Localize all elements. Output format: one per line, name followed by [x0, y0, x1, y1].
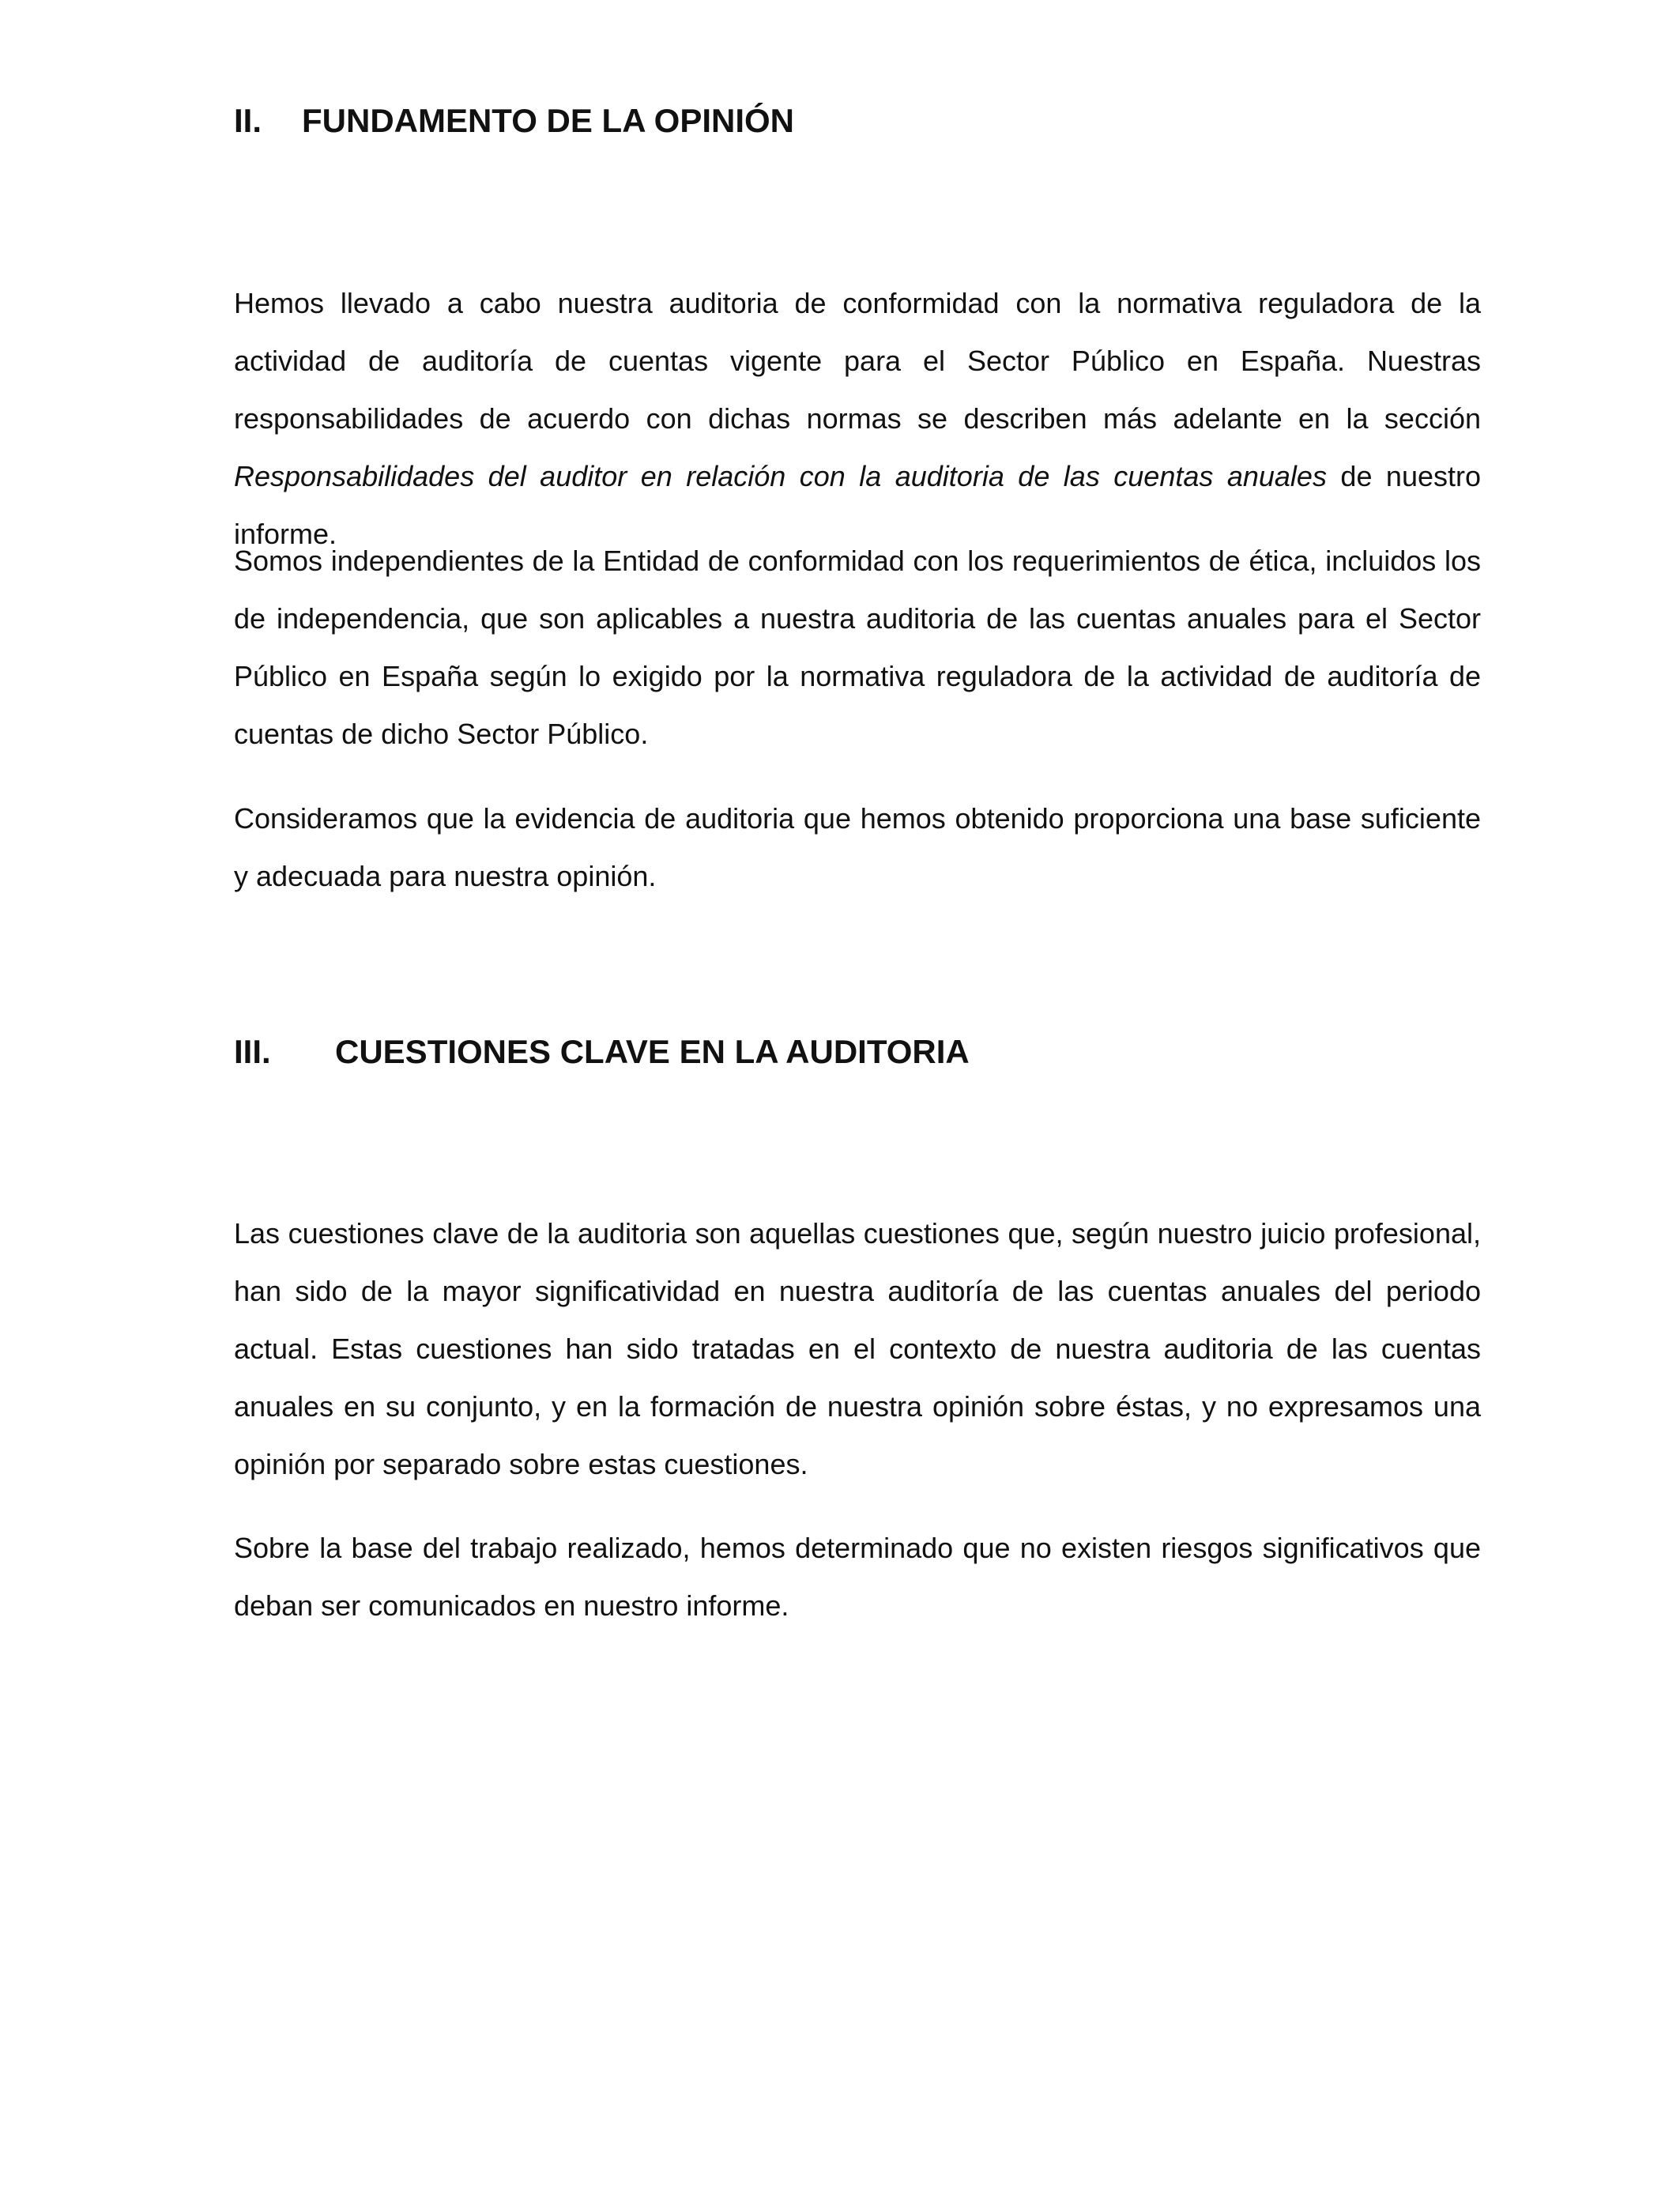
paragraph-text: Hemos llevado a cabo nuestra auditoria de conformidad con la normativa reguladora de la actividad de auditoría de cuentas vigente para el Sector Público en España. Nuestras responsabilidades de acuerdo con dichas normas se describen más adelante en la sección	[234, 287, 1481, 435]
section-heading-fundamento	[234, 104, 794, 138]
paragraph-auditoria-normativa	[234, 274, 1481, 563]
section-number: III.	[234, 1033, 271, 1070]
paragraph-riesgos: Sobre la base del trabajo realizado, hemos determinado que no existen riesgos significativos que deban ser comunicados en nuestro informe.	[234, 1532, 1481, 1622]
section-title: CUESTIONES CLAVE EN LA AUDITORIA	[335, 1033, 970, 1070]
paragraph-evidencia: Consideramos que la evidencia de auditoria que hemos obtenido proporciona una base suficiente y adecuada para nuestra opinión.	[234, 802, 1481, 892]
paragraph-text: de nuestro informe.	[234, 460, 1481, 550]
paragraph-cuestiones-clave: Las cuestiones clave de la auditoria son aquellas cuestiones que, según nuestro juicio profesional, han sido de la mayor significatividad en nuestra auditoría de las cuentas anuales del periodo actual. Estas cuestiones han sido tratadas en el contexto de nuestra auditoria de las cuentas anuales en su conjunto, y en la formación de nuestra opinión sobre éstas, y no expresamos una opinión por separado sobre estas cuestiones.	[234, 1217, 1481, 1480]
italic-section-reference: Responsabilidades del auditor en relación con la auditoria de las cuentas anuales	[234, 460, 1327, 492]
section-number: II.	[234, 102, 262, 139]
section-heading-cuestiones-clave	[234, 1035, 970, 1069]
paragraph-independencia: Somos independientes de la Entidad de conformidad con los requerimientos de ética, incluidos los de independencia, que son aplicables a nuestra auditoria de las cuentas anuales para el Sector Público en España según lo exigido por la normativa reguladora de la actividad de auditoría de cuentas de dicho Sector Público.	[234, 545, 1481, 750]
section-title: FUNDAMENTO DE LA OPINIÓN	[302, 102, 795, 139]
